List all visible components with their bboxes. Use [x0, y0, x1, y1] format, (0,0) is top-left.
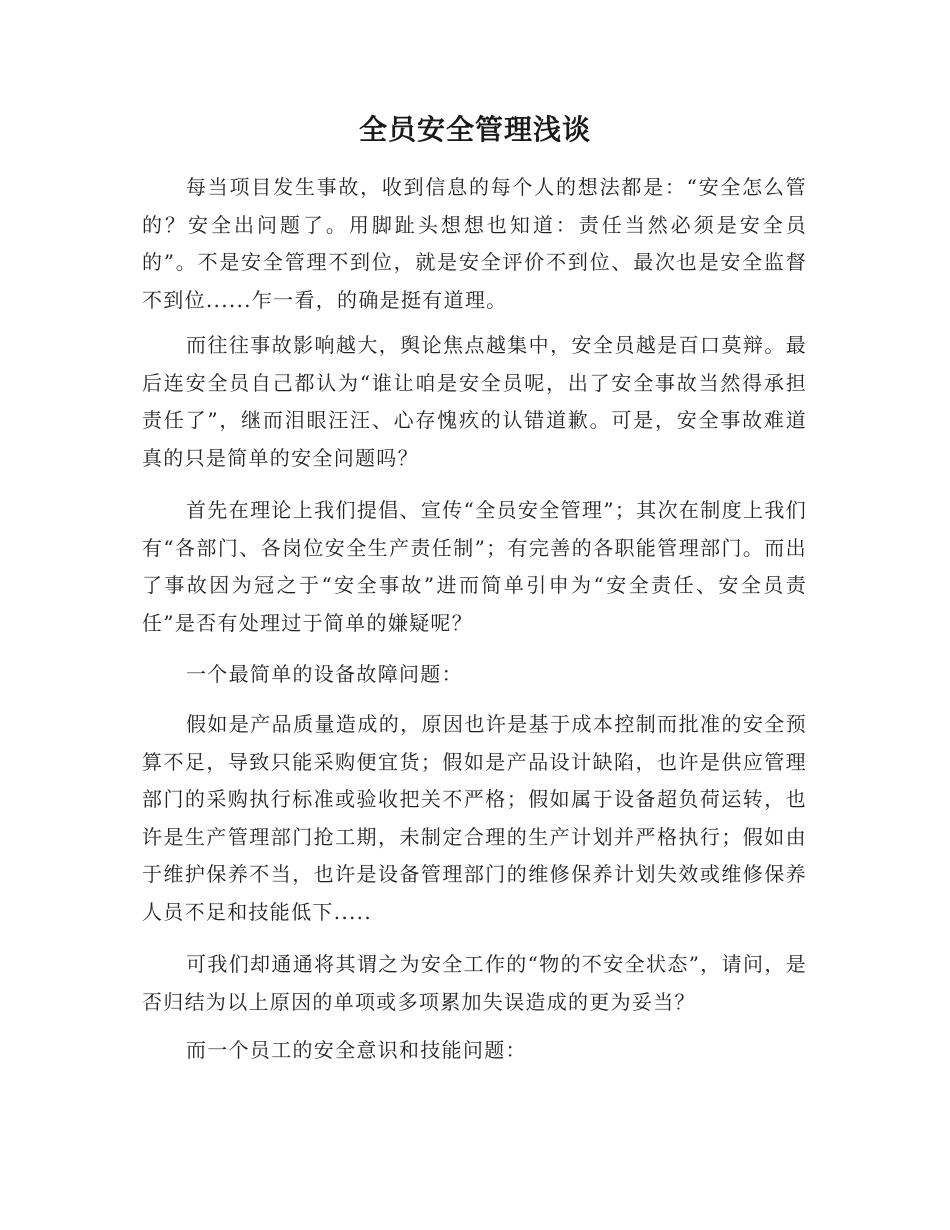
paragraph-1: 每当项目发生事故，收到信息的每个人的想法都是：“安全怎么管的？安全出问题了。用脚趾头想想也知道：责任当然必须是安全员的”。不是安全管理不到位，就是安全评价不到位、最次也是安全监督不到位......乍一看，的确是挺有道理。 — [142, 175, 807, 312]
paragraph-5: 假如是产品质量造成的，原因也许是基于成本控制而批准的安全预算不足，导致只能采购便宜货；假如是产品设计缺陷，也许是供应管理部门的采购执行标准或验收把关不严格；假如属于设备超负荷运转，也许是生产管理部门抢工期，未制定合理的生产计划并严格执行；假如由于维护保养不当，也许是设备管理部门的维修保养计划失效或维修保养人员不足和技能低下..... — [142, 712, 807, 924]
paragraph-6: 可我们却通通将其谓之为安全工作的“物的不安全状态”，请问，是否归结为以上原因的单项或多项累加失误造成的更为妥当？ — [142, 952, 807, 1014]
paragraph-2: 而往往事故影响越大，舆论焦点越集中，安全员越是百口莫辩。最后连安全员自己都认为“谁让咱是安全员呢，出了安全事故当然得承担责任了”，继而泪眼汪汪、心存愧疚的认错道歉。可是，安全事故难道真的只是简单的安全问题吗？ — [142, 333, 807, 470]
paragraph-4: 一个最简单的设备故障问题： — [186, 662, 463, 686]
document-title: 全员安全管理浅谈 — [358, 113, 591, 146]
paragraph-3: 首先在理论上我们提倡、宣传“全员安全管理”；其次在制度上我们有“各部门、各岗位安全生产责任制”；有完善的各职能管理部门。而出了事故因为冠之于“安全事故”进而简单引申为“安全责任、安全员责任”是否有处理过于简单的嫌疑呢？ — [142, 498, 807, 635]
paragraph-7: 而一个员工的安全意识和技能问题： — [186, 1038, 527, 1062]
